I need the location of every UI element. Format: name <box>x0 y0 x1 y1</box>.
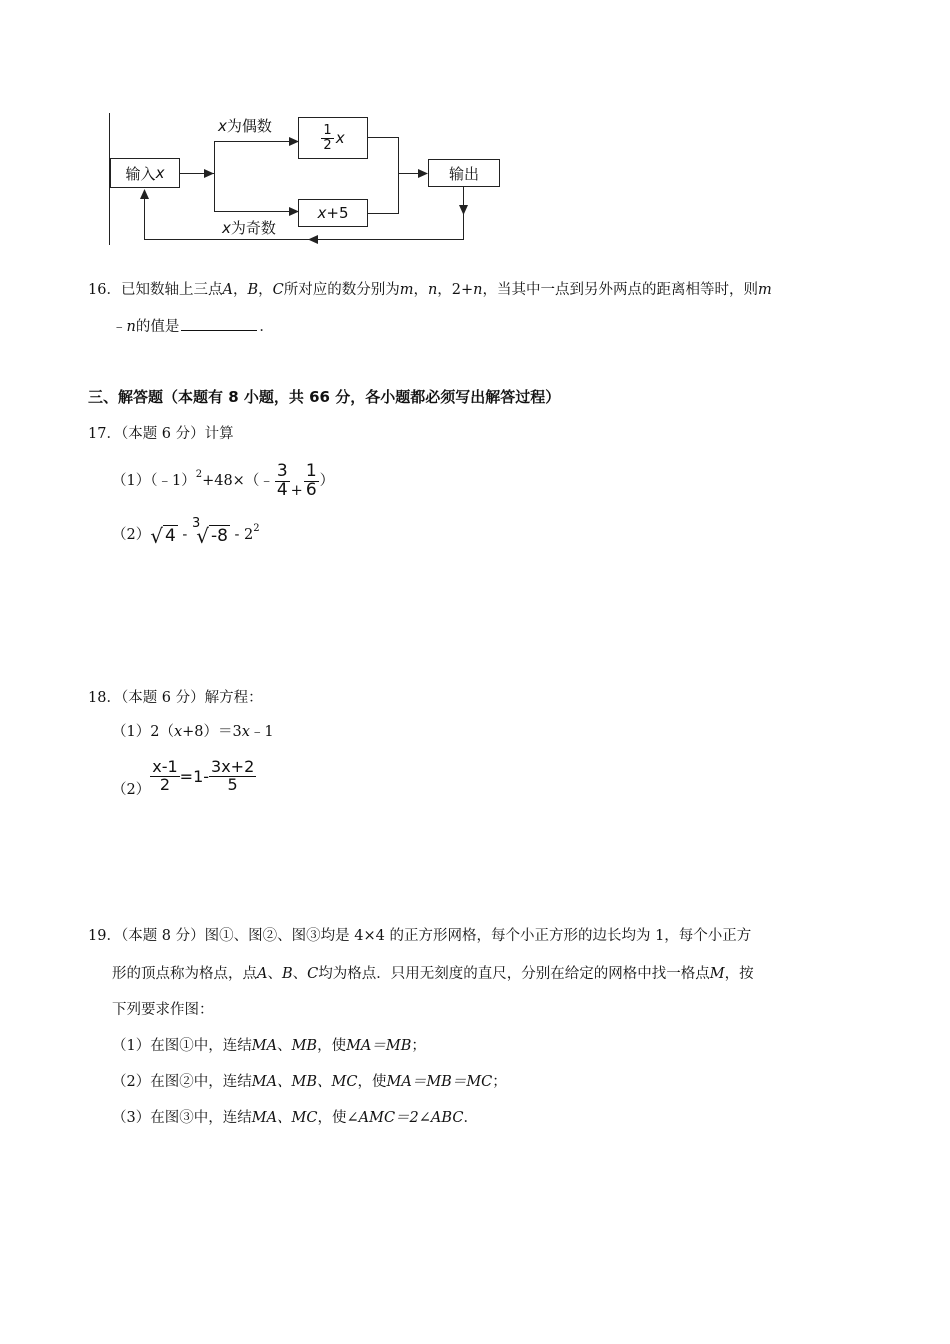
loop-bottom-line <box>144 239 464 240</box>
q18-header: 18．（本题 6 分）解方程： <box>88 690 263 706</box>
q16-line2: ﹣n的值是 ． <box>112 316 274 337</box>
q17-part2: （2） √ 4 - 3 √ -8 - 2 $^2$ <box>112 515 260 548</box>
odd-branch-label: x为奇数 <box>222 219 276 237</box>
sqrt-expression: √ 4 <box>150 523 176 548</box>
q18-part2: （2） $\frac{x-1}{2}$ =1- $\frac{3x+2}{5}$ <box>112 757 255 798</box>
sqrt-icon: √ <box>150 523 163 548</box>
cbrt-icon: √ <box>196 523 209 548</box>
input-var: x <box>155 164 165 182</box>
fraction-3-4: $\frac{3}{4}$ <box>276 460 288 500</box>
arrowhead-up-icon <box>140 189 150 199</box>
q19-line3: 下列要求作图： <box>112 1002 214 1018</box>
q19-line1: 19．（本题 8 分）图①、图②、图③均是 4×4 的正方形网格，每个小正方形的边长均为 1，每个小正方 <box>88 928 752 944</box>
plus-five-box: x +5 <box>298 199 368 227</box>
section-title: 三、解答题（本题有 8 小题，共 66 分，各小题都必须写出解答过程） <box>88 388 561 406</box>
input-label: 输入 <box>125 164 156 183</box>
even-branch-label: x为偶数 <box>218 117 272 135</box>
q19-part3: （3）在图③中，连结MA、MC，使∠AMC＝2∠ABC． <box>112 1110 478 1126</box>
rhs-fraction: $\frac{3x+2}{5}$ <box>211 757 255 795</box>
cbrt-expression: 3 √ -8 <box>191 515 228 548</box>
q19-part2: （2）在图②中，连结MA、MB、MC，使MA＝MB＝MC； <box>112 1074 507 1090</box>
fraction-1-6: $\frac{1}{6}$ <box>305 460 317 500</box>
output-box: 输出 <box>428 159 500 187</box>
arrowhead-right-icon <box>204 169 214 179</box>
answer-blank[interactable] <box>181 316 257 331</box>
lhs-fraction: $\frac{x-1}{2}$ <box>152 757 178 795</box>
branch-odd-line <box>214 211 298 212</box>
arrowhead-left-icon <box>308 235 318 245</box>
merge-top-line <box>368 137 398 138</box>
q17-header: 17．（本题 6 分）计算 <box>88 426 234 442</box>
flowchart <box>100 105 520 250</box>
half-fraction: $\frac{1}{2}$ <box>323 122 332 153</box>
equation: $\frac{x-1}{2}$ =1- $\frac{3x+2}{5}$ <box>152 757 255 795</box>
input-box <box>110 158 180 188</box>
q19-line2: 形的顶点称为格点，点A、B、C均为格点．只用无刻度的直尺，分别在给定的网格中找一格点M，按 <box>112 966 754 982</box>
branch-even-line <box>214 141 298 142</box>
q19-part1: （1）在图①中，连结MA、MB，使MA＝MB； <box>112 1038 426 1054</box>
q17-part1: （1）（﹣1） $^2$ +48×（﹣ $\frac{3}{4}$ + $\frac{1}{6}$ ） <box>112 460 335 500</box>
merge-vertical-line <box>398 137 399 214</box>
arrowhead-down-icon <box>459 205 469 215</box>
merge-bottom-line <box>368 213 398 214</box>
arrowhead-right-icon <box>418 169 428 179</box>
half-x-box: $\frac{1}{2}$ x <box>298 117 368 159</box>
q18-part1: （1）2（x+8）＝3x﹣1 <box>112 724 274 740</box>
q16-line1: 16．已知数轴上三点A，B，C所对应的数分别为m，n，2+n，当其中一点到另外两点的距离相等时，则m <box>88 282 772 298</box>
split-line <box>214 141 215 211</box>
